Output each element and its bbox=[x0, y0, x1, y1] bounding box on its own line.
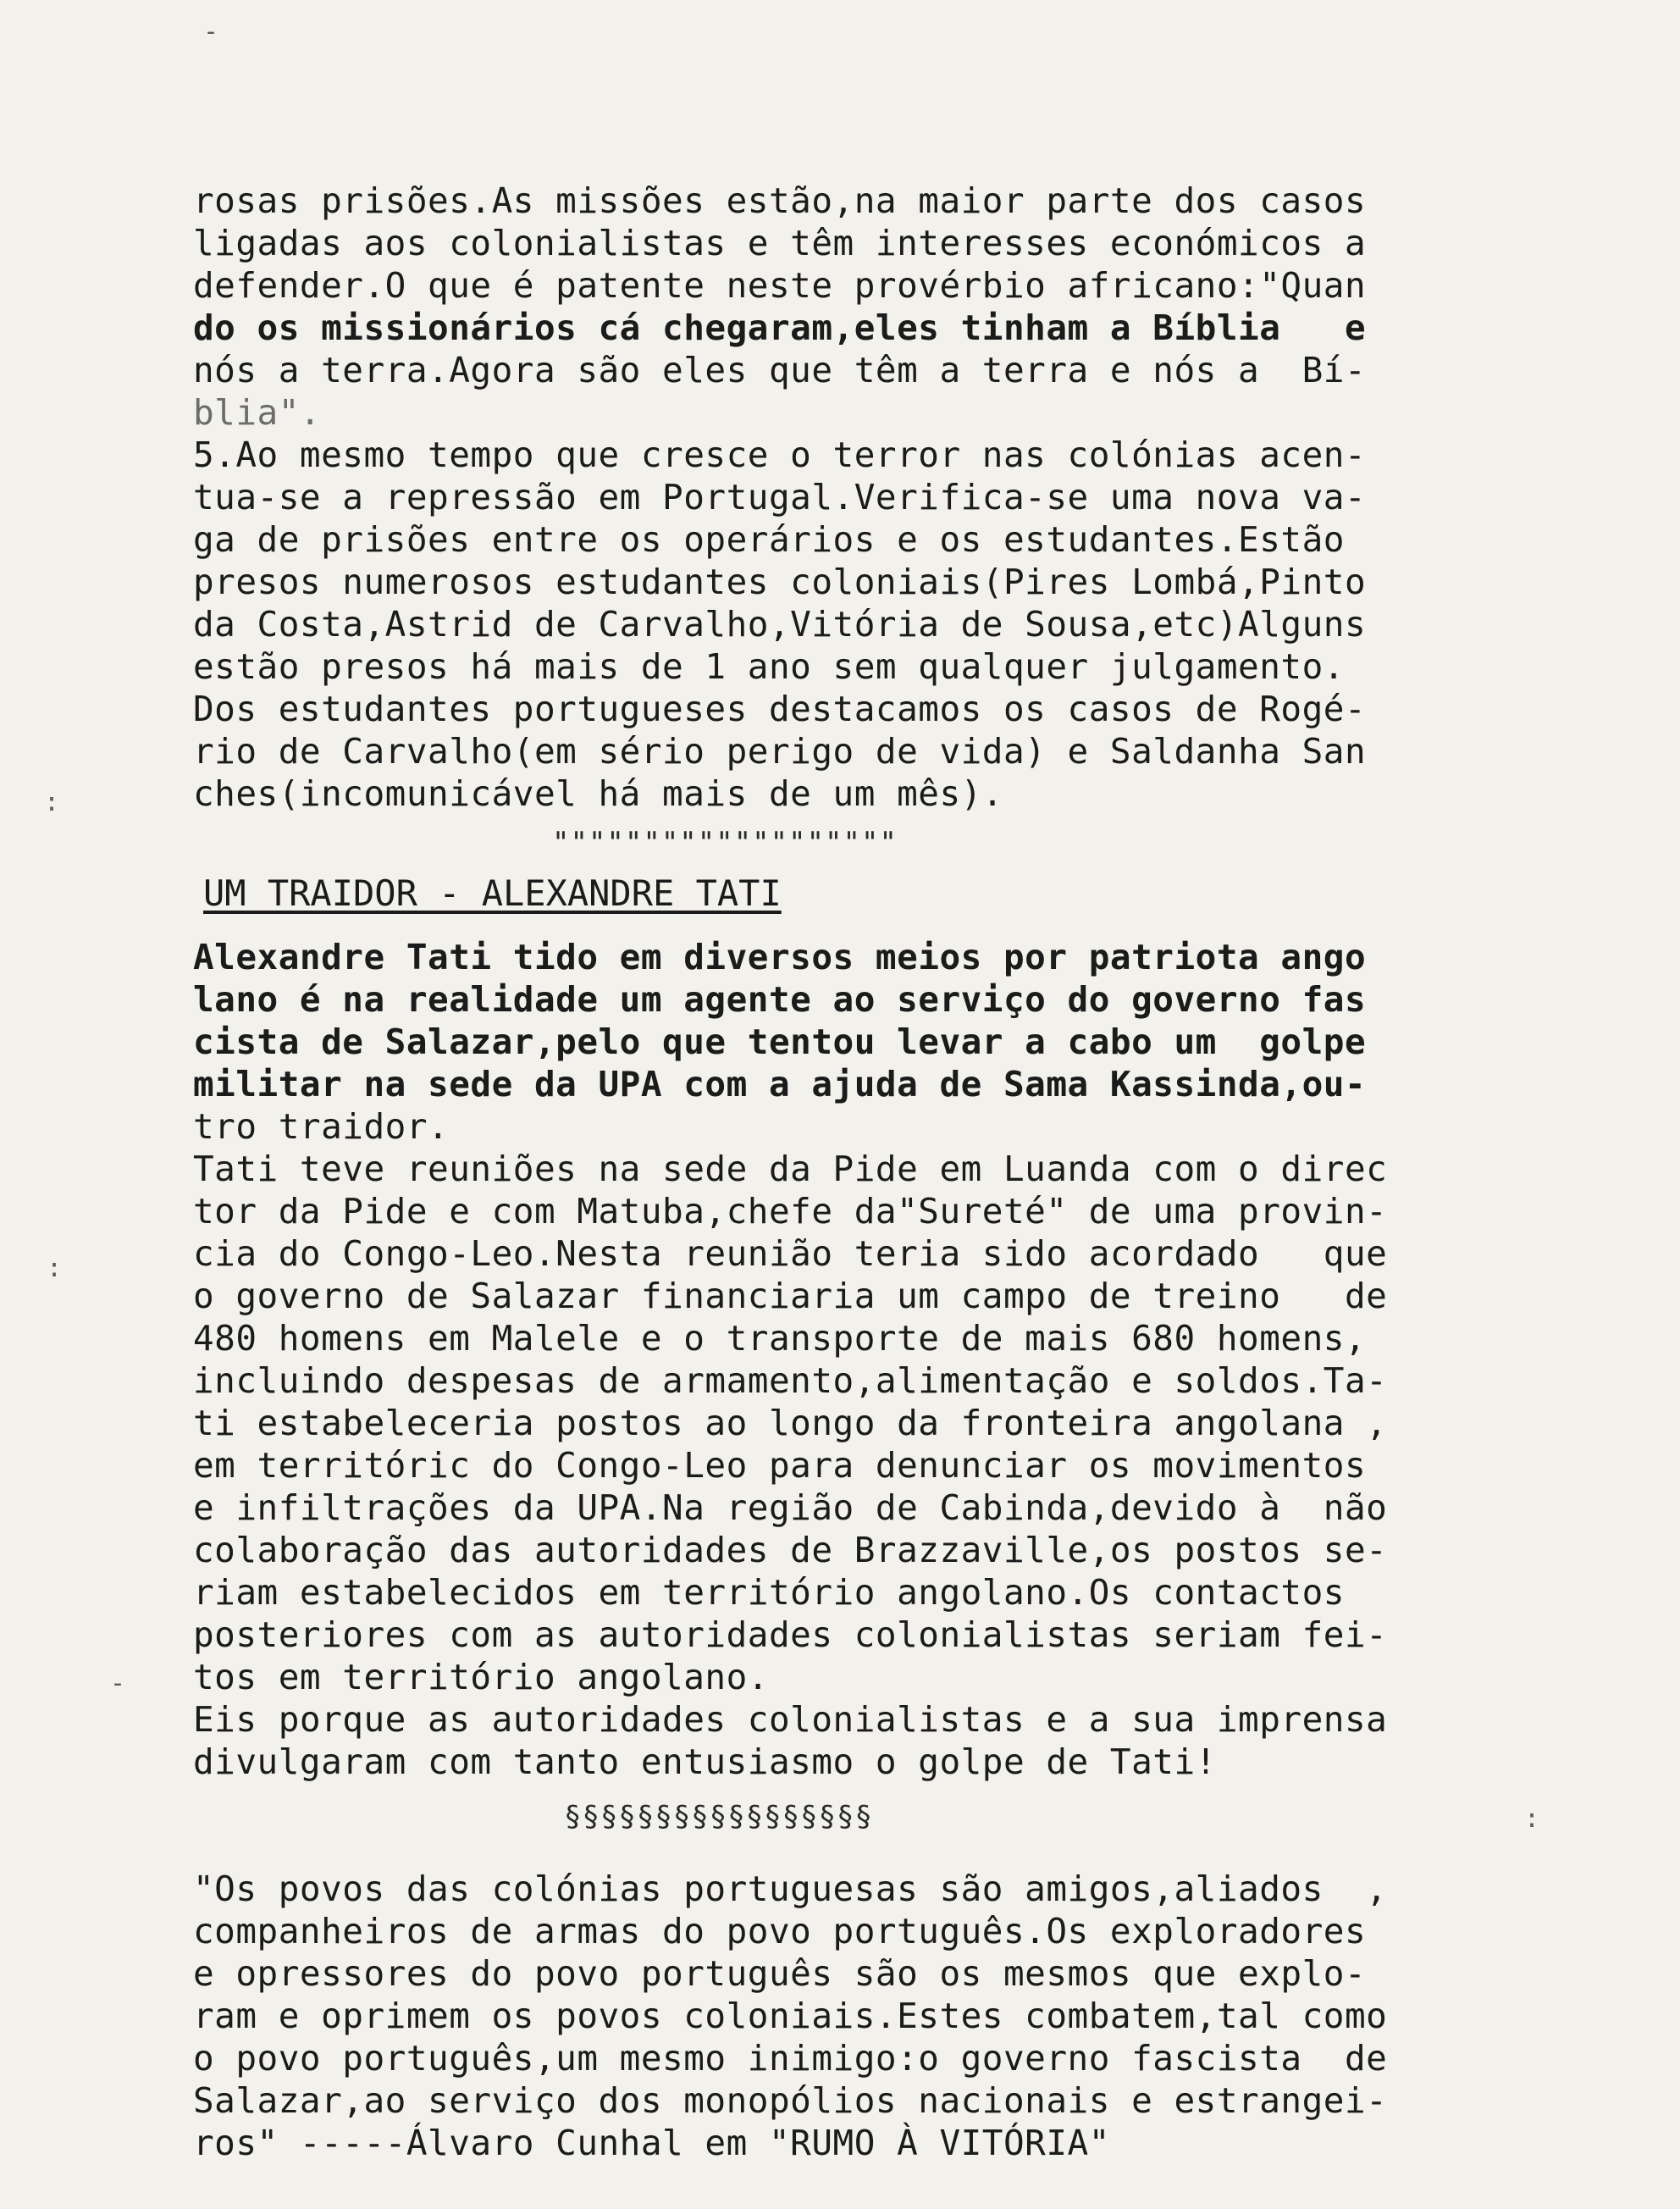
text-line: cia do Congo-Leo.Nesta reunião teria sido acordado que bbox=[193, 1233, 1388, 1274]
scan-mark: : bbox=[1524, 1804, 1540, 1834]
quote-line: ros" -----Álvaro Cunhal em "RUMO À VITÓRIA" bbox=[193, 2123, 1110, 2163]
text-line: tos em território angolano. bbox=[193, 1657, 769, 1697]
quote-line: o povo português,um mesmo inimigo:o governo fascista de bbox=[193, 2038, 1388, 2079]
text-line: rosas prisões.As missões estão,na maior parte dos casos bbox=[193, 180, 1367, 221]
quote-line: Salazar,ao serviço dos monopólios nacionais e estrangei- bbox=[193, 2080, 1388, 2121]
text-line: posteriores com as autoridades colonialistas seriam fei- bbox=[193, 1614, 1388, 1655]
text-line: ligadas aos colonialistas e têm interesses económicos a bbox=[193, 223, 1367, 263]
quote-line: "Os povos das colónias portuguesas são amigos,aliados , bbox=[193, 1869, 1388, 1909]
text-line: cista de Salazar,pelo que tentou levar a cabo um golpe bbox=[193, 1021, 1367, 1062]
quote-line: e opressores do povo português são os mesmos que explo- bbox=[193, 1953, 1367, 1994]
text-line: Dos estudantes portugueses destacamos os casos de Rogé- bbox=[193, 689, 1367, 729]
text-line: Alexandre Tati tido em diversos meios por patriota ango bbox=[193, 937, 1367, 977]
scan-mark: : bbox=[47, 1254, 63, 1283]
text-line: estão presos há mais de 1 ano sem qualquer julgamento. bbox=[193, 646, 1345, 687]
text-line: divulgaram com tanto entusiasmo o golpe de Tati! bbox=[193, 1741, 1217, 1782]
text-line: tua-se a repressão em Portugal.Verifica-se uma nova va- bbox=[193, 477, 1367, 518]
scan-mark: : bbox=[44, 788, 60, 817]
text-line: 5.Ao mesmo tempo que cresce o terror nas colónias acen- bbox=[193, 435, 1367, 475]
text-line: tor da Pide e com Matuba,chefe da"Sureté" de uma provin- bbox=[193, 1191, 1388, 1232]
quote-line: ram e oprimem os povos coloniais.Estes combatem,tal como bbox=[193, 1996, 1388, 2036]
text-line: Tati teve reuniões na sede da Pide em Luanda com o direc bbox=[193, 1149, 1388, 1189]
text-line: riam estabelecidos em território angolano.Os contactos bbox=[193, 1572, 1345, 1613]
text-line: do os missionários cá chegaram,eles tinham a Bíblia e bbox=[193, 307, 1367, 348]
text-line: nós a terra.Agora são eles que têm a terra e nós a Bí- bbox=[193, 350, 1367, 390]
text-line: colaboração das autoridades de Brazzaville,os postos se- bbox=[193, 1530, 1388, 1570]
separator-line: §§§§§§§§§§§§§§§§§ bbox=[564, 1800, 873, 1834]
text-line: militar na sede da UPA com a ajuda de Sama Kassinda,ou- bbox=[193, 1064, 1367, 1104]
quote-line: companheiros de armas do povo português.Os exploradores bbox=[193, 1911, 1367, 1952]
text-line: incluindo despesas de armamento,alimentação e soldos.Ta- bbox=[193, 1360, 1388, 1401]
scan-mark: - bbox=[203, 17, 219, 47]
text-line: em territóric do Congo-Leo para denunciar os movimentos bbox=[193, 1445, 1367, 1486]
text-line: Eis porque as autoridades colonialistas e a sua imprensa bbox=[193, 1699, 1388, 1740]
text-line: defender.O que é patente neste provérbio africano:"Quan bbox=[193, 265, 1367, 306]
text-line: ches(incomunicável há mais de um mês). bbox=[193, 773, 1003, 814]
text-line: ga de prisões entre os operários e os estudantes.Estão bbox=[193, 519, 1345, 560]
text-line: 480 homens em Malele e o transporte de mais 680 homens, bbox=[193, 1318, 1367, 1359]
text-line: presos numerosos estudantes coloniais(Pires Lombá,Pinto bbox=[193, 562, 1367, 602]
text-line: o governo de Salazar financiaria um campo de treino de bbox=[193, 1276, 1388, 1316]
text-line: lano é na realidade um agente ao serviço do governo fas bbox=[193, 979, 1367, 1020]
text-line: da Costa,Astrid de Carvalho,Vitória de Sousa,etc)Alguns bbox=[193, 604, 1367, 645]
text-line: ti estabeleceria postos ao longo da fronteira angolana , bbox=[193, 1403, 1388, 1443]
text-line: e infiltrações da UPA.Na região de Cabinda,devido à não bbox=[193, 1487, 1388, 1528]
section-heading: UM TRAIDOR - ALEXANDRE TATI bbox=[203, 872, 782, 914]
scan-mark: - bbox=[110, 1669, 126, 1698]
text-line: rio de Carvalho(em sério perigo de vida) e Saldanha San bbox=[193, 731, 1367, 772]
text-line: blia". bbox=[193, 392, 322, 433]
separator-line: """"""""""""""""""" bbox=[552, 826, 898, 860]
text-line: tro traidor. bbox=[193, 1106, 450, 1147]
